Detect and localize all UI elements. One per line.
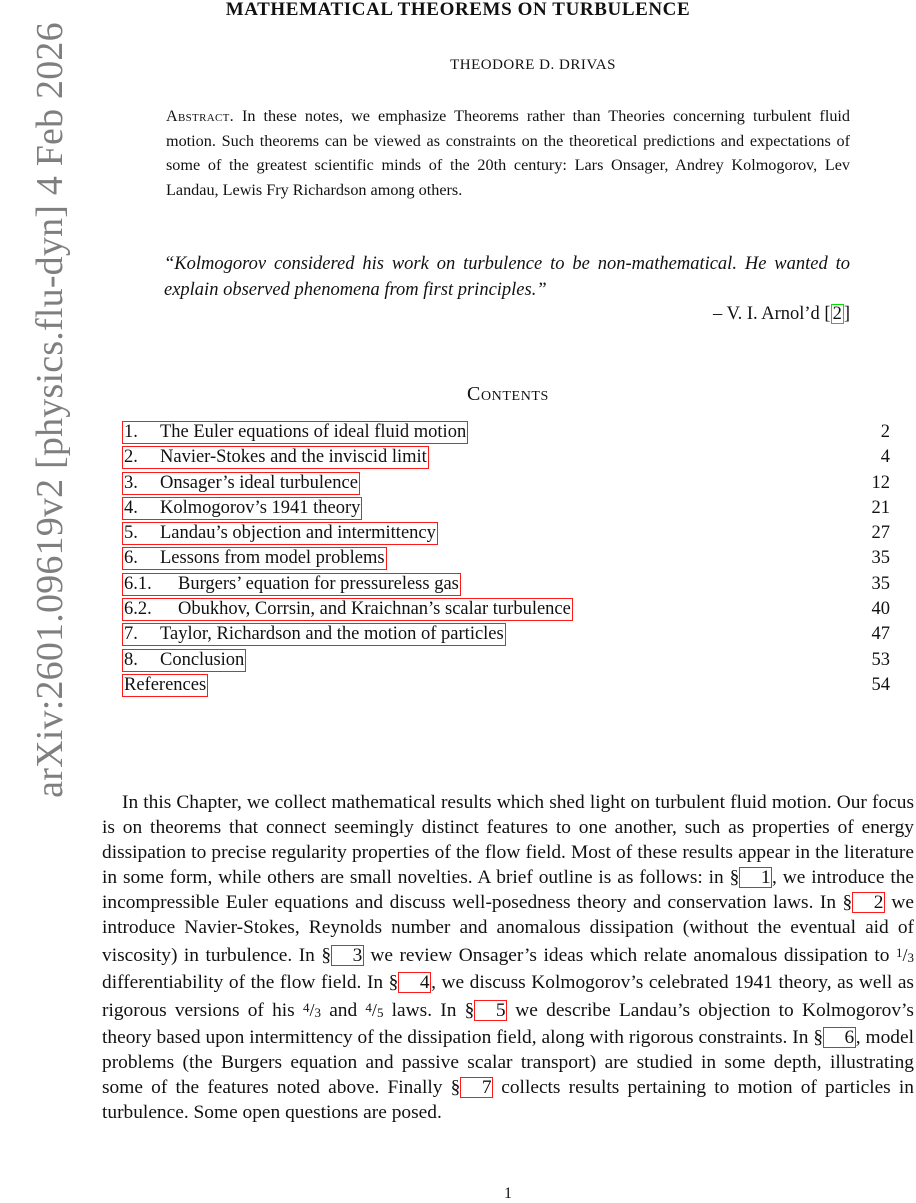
table-of-contents <box>122 421 890 699</box>
paper-title: MATHEMATICAL THEOREMS ON TURBULENCE <box>225 0 691 20</box>
toc-number: 6.1. <box>124 573 152 594</box>
section-ref-link-5[interactable]: 5 <box>474 1000 507 1021</box>
toc-page-number: 54 <box>871 674 890 695</box>
toc-link-section-2[interactable] <box>122 446 429 469</box>
epigraph-attribution: – V. I. Arnol’d [ 2 ] <box>713 304 850 324</box>
toc-link-section-6-1[interactable] <box>122 573 461 596</box>
fraction-four-thirds: $^4$/3 <box>302 1000 321 1020</box>
text-run: In this Chapter, we collect mathematical results which shed light on turbulent fluid motion. Our focus is on theorems that connect seemingly distinct features to one another, such as properties of energy dissipation to precise regularity properties of the flow field. Most of these results appear in the literature in some form, while others are small novelties. A brief outline is as follows: in § <box>102 792 914 888</box>
abstract-text: In these notes, we emphasize Theorems rather than Theories concerning turbulent fluid motion. Such theorems can be viewed as constraints on the theoretical predictions and expectations of some of the greatest scientific minds of the 20th century: Lars Onsager, Andrey Kolmogorov, Lev Landau, Lewis Fry Richardson among others. <box>166 107 851 199</box>
toc-link-section-1[interactable] <box>122 421 468 444</box>
toc-row <box>122 573 890 598</box>
toc-title: Landau’s objection and intermittency <box>160 523 436 544</box>
toc-number: 8. <box>124 649 138 670</box>
abstract <box>166 104 850 202</box>
toc-link-section-4[interactable] <box>122 497 362 520</box>
toc-number: 5. <box>124 523 138 544</box>
text-run: and <box>320 1000 366 1021</box>
toc-number: 7. <box>124 624 138 645</box>
arxiv-identifier-stamp: arXiv:2601.09619v2 [physics.flu-dyn] 4 Feb 2026 <box>29 22 71 798</box>
fraction-one-third: $^1$/3 <box>896 945 915 965</box>
text-run: collects results pertaining to motion of particles in turbulence. Some open questions are posed. <box>102 1077 915 1123</box>
toc-link-section-7[interactable] <box>122 623 506 646</box>
toc-title: Onsager’s ideal turbulence <box>160 472 358 493</box>
toc-page-number: 21 <box>871 497 890 518</box>
toc-title: References <box>124 674 207 695</box>
toc-number: 6.2. <box>124 599 152 620</box>
toc-title: Taylor, Richardson and the motion of particles <box>160 624 504 645</box>
toc-page-number: 27 <box>871 523 890 544</box>
toc-link-section-3[interactable] <box>122 472 360 495</box>
text-run: we introduce Navier-Stokes, Reynolds number and anomalous dissipation (without the eventual aid of viscosity) in turbulence. In § <box>102 892 914 966</box>
toc-row <box>122 472 890 497</box>
toc-page-number: 35 <box>871 548 890 569</box>
toc-title: Kolmogorov’s 1941 theory <box>160 497 361 518</box>
epigraph-author: – V. I. Arnol’d <box>713 304 820 324</box>
contents-heading: Contents <box>467 383 549 405</box>
citation-link[interactable]: 2 <box>832 304 842 324</box>
toc-title: The Euler equations of ideal fluid motion <box>160 422 467 442</box>
toc-link-references[interactable] <box>122 674 208 697</box>
text-run: , we introduce the incompressible Euler equations and discuss well-posedness theory and conservation laws. In § <box>102 867 915 913</box>
toc-title: Lessons from model problems <box>160 548 385 569</box>
text-run: differentiability of the flow field. In § <box>102 972 399 993</box>
toc-page-number: 40 <box>871 599 890 620</box>
section-ref-link-7[interactable]: 7 <box>460 1077 493 1098</box>
toc-link-section-5[interactable] <box>122 522 438 545</box>
toc-page-number: 53 <box>871 649 890 670</box>
toc-title: Navier-Stokes and the inviscid limit <box>160 447 427 468</box>
section-ref-link-3[interactable]: 3 <box>331 945 364 966</box>
intro-paragraph <box>102 790 914 1125</box>
abstract-label: Abstract. <box>166 107 234 125</box>
toc-title: Burgers’ equation for pressureless gas <box>178 573 459 594</box>
toc-title: Conclusion <box>160 649 245 670</box>
toc-row <box>122 623 890 648</box>
toc-row <box>122 674 890 699</box>
toc-row <box>122 598 890 623</box>
toc-link-section-8[interactable] <box>122 649 246 672</box>
text-run: laws. In § <box>383 1000 475 1021</box>
toc-number: 1. <box>124 422 138 442</box>
toc-page-number: 2 <box>880 422 890 442</box>
page-number: 1 <box>504 1185 512 1202</box>
section-ref-link-4[interactable]: 4 <box>398 972 431 993</box>
section-ref-link-1[interactable]: 1 <box>739 867 772 888</box>
toc-title: Obukhov, Corrsin, and Kraichnan’s scalar turbulence <box>178 599 571 620</box>
toc-number: 3. <box>124 472 138 493</box>
toc-number: 4. <box>124 497 138 518</box>
toc-row <box>122 649 890 674</box>
toc-page-number: 4 <box>880 447 890 468</box>
toc-row <box>122 547 890 572</box>
text-run: , we discuss Kolmogorov’s celebrated 1941 theory, as well as rigorous versions of his <box>102 972 914 1021</box>
toc-number: 2. <box>124 447 138 468</box>
toc-row <box>122 497 890 522</box>
toc-page-number: 47 <box>871 624 890 645</box>
fraction-four-fifths: $^4$/5 <box>365 1000 384 1020</box>
toc-page-number: 12 <box>871 472 890 493</box>
toc-row <box>122 522 890 547</box>
text-run: we review Onsager’s ideas which relate anomalous dissipation to <box>363 945 896 966</box>
section-ref-link-6[interactable]: 6 <box>823 1027 856 1048</box>
section-ref-link-2[interactable]: 2 <box>852 892 885 913</box>
toc-row <box>122 446 890 471</box>
paper-author: THEODORE D. DRIVAS <box>450 57 616 73</box>
toc-row <box>122 421 890 446</box>
toc-link-section-6-2[interactable] <box>122 598 573 621</box>
text-run: we describe Landau’s objection to Kolmogorov’s theory based upon intermittency of the dissipation field, along with rigorous constraints. In § <box>102 1000 914 1048</box>
epigraph-quote: “Kolmogorov considered his work on turbulence to be non-mathematical. He wanted to explain observed phenomena from first principles.” <box>164 254 850 300</box>
text-run: , model problems (the Burgers equation and passive scalar transport) are studied in some depth, illustrating some of the features noted above. Finally § <box>102 1027 914 1098</box>
toc-number: 6. <box>124 548 138 569</box>
toc-page-number: 35 <box>871 573 890 594</box>
toc-link-section-6[interactable] <box>122 547 387 570</box>
